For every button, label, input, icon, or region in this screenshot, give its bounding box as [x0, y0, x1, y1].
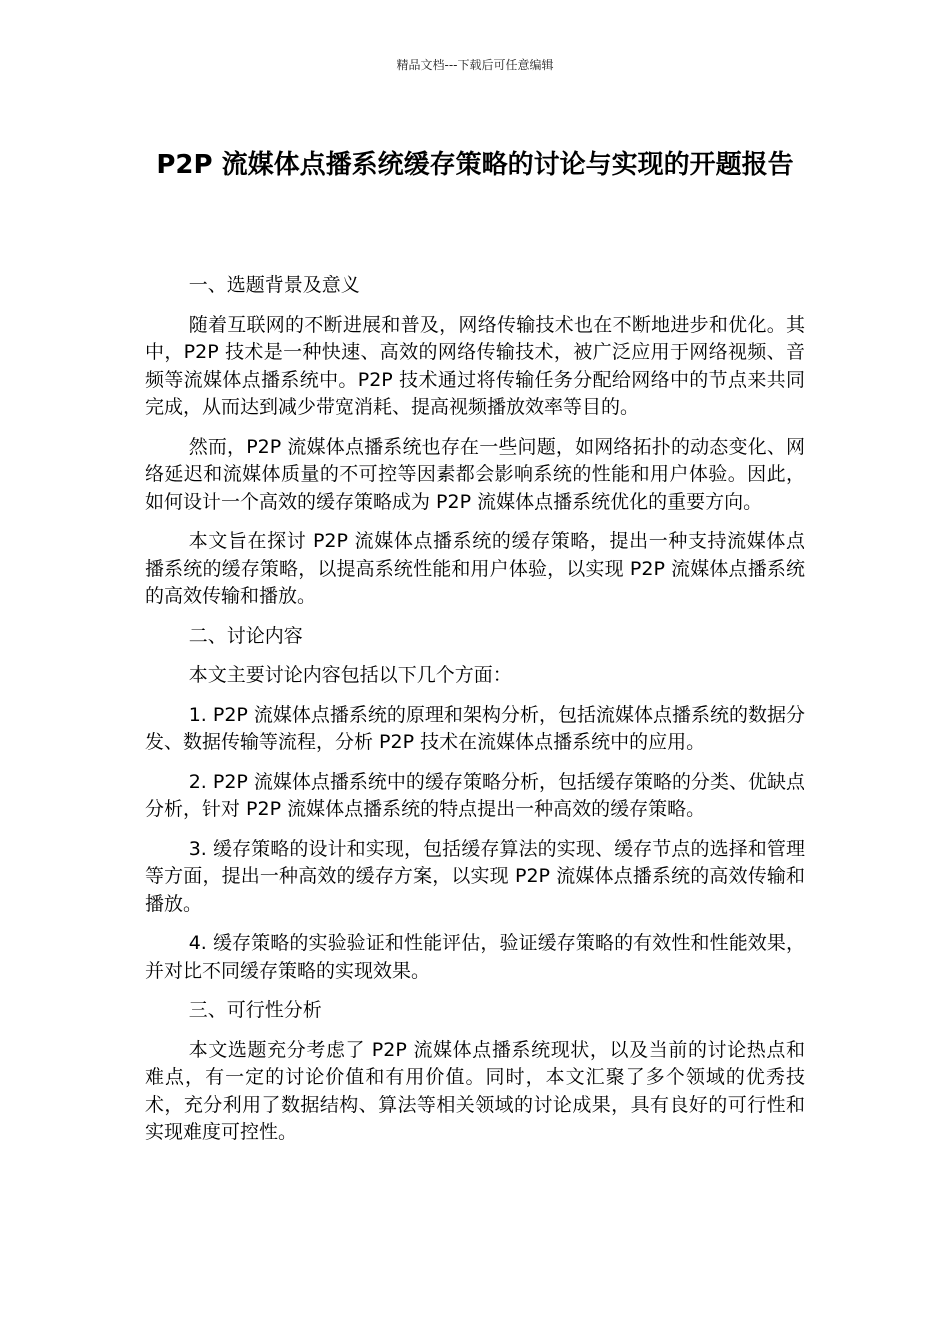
document-title: P2P 流媒体点播系统缓存策略的讨论与实现的开题报告: [156, 150, 794, 180]
paragraph: 本文旨在探讨 P2P 流媒体点播系统的缓存策略，提出一种支持流媒体点播系统的缓存策略，以提高系统性能和用户体验，以实现 P2P 流媒体点播系统的高效传输和播放。: [145, 530, 805, 607]
paragraph: 然而，P2P 流媒体点播系统也存在一些问题，如网络拓扑的动态变化、网络延迟和流媒体质量的不可控等因素都会影响系统的性能和用户体验。因此，如何设计一个高效的缓存策略成为 P2P 流媒体点播系统优化的重要方向。: [145, 435, 805, 513]
paragraph: 随着互联网的不断进展和普及，网络传输技术也在不断地进步和优化。其中，P2P 技术是一种快速、高效的网络传输技术，被广泛应用于网络视频、音频等流媒体点播系统中。P2P 技术通过将传输任务分配给网络中的节点来共同完成，从而达到减少带宽消耗、提高视频播放效率等目的。: [145, 313, 805, 418]
list-item: 1. P2P 流媒体点播系统的原理和架构分析，包括流媒体点播系统的数据分发、数据传输等流程，分析 P2P 技术在流媒体点播系统中的应用。: [145, 703, 805, 753]
document-body: [145, 272, 805, 1159]
paragraph: 本文选题充分考虑了 P2P 流媒体点播系统现状，以及当前的讨论热点和难点，有一定的讨论价值和有用价值。同时，本文汇聚了多个领域的优秀技术，充分利用了数据结构、算法等相关领域的讨论成果，具有良好的可行性和实现难度可控性。: [145, 1038, 805, 1143]
list-item: 2. P2P 流媒体点播系统中的缓存策略分析，包括缓存策略的分类、优缺点分析，针对 P2P 流媒体点播系统的特点提出一种高效的缓存策略。: [145, 770, 805, 820]
list-item: 3. 缓存策略的设计和实现，包括缓存算法的实现、缓存节点的选择和管理等方面，提出一种高效的缓存方案，以实现 P2P 流媒体点播系统的高效传输和播放。: [145, 837, 805, 915]
section-heading-feasibility: 三、可行性分析: [188, 999, 322, 1021]
paragraph: 本文主要讨论内容包括以下几个方面：: [188, 664, 512, 686]
section-heading-content: 二、讨论内容: [188, 624, 303, 647]
list-item: 4. 缓存策略的实验验证和性能评估，验证缓存策略的有效性和性能效果，并对比不同缓存策略的实现效果。: [145, 932, 805, 982]
header-note: 精品文档---下载后可任意编辑: [396, 58, 554, 72]
section-heading-background: 一、选题背景及意义: [188, 274, 360, 296]
